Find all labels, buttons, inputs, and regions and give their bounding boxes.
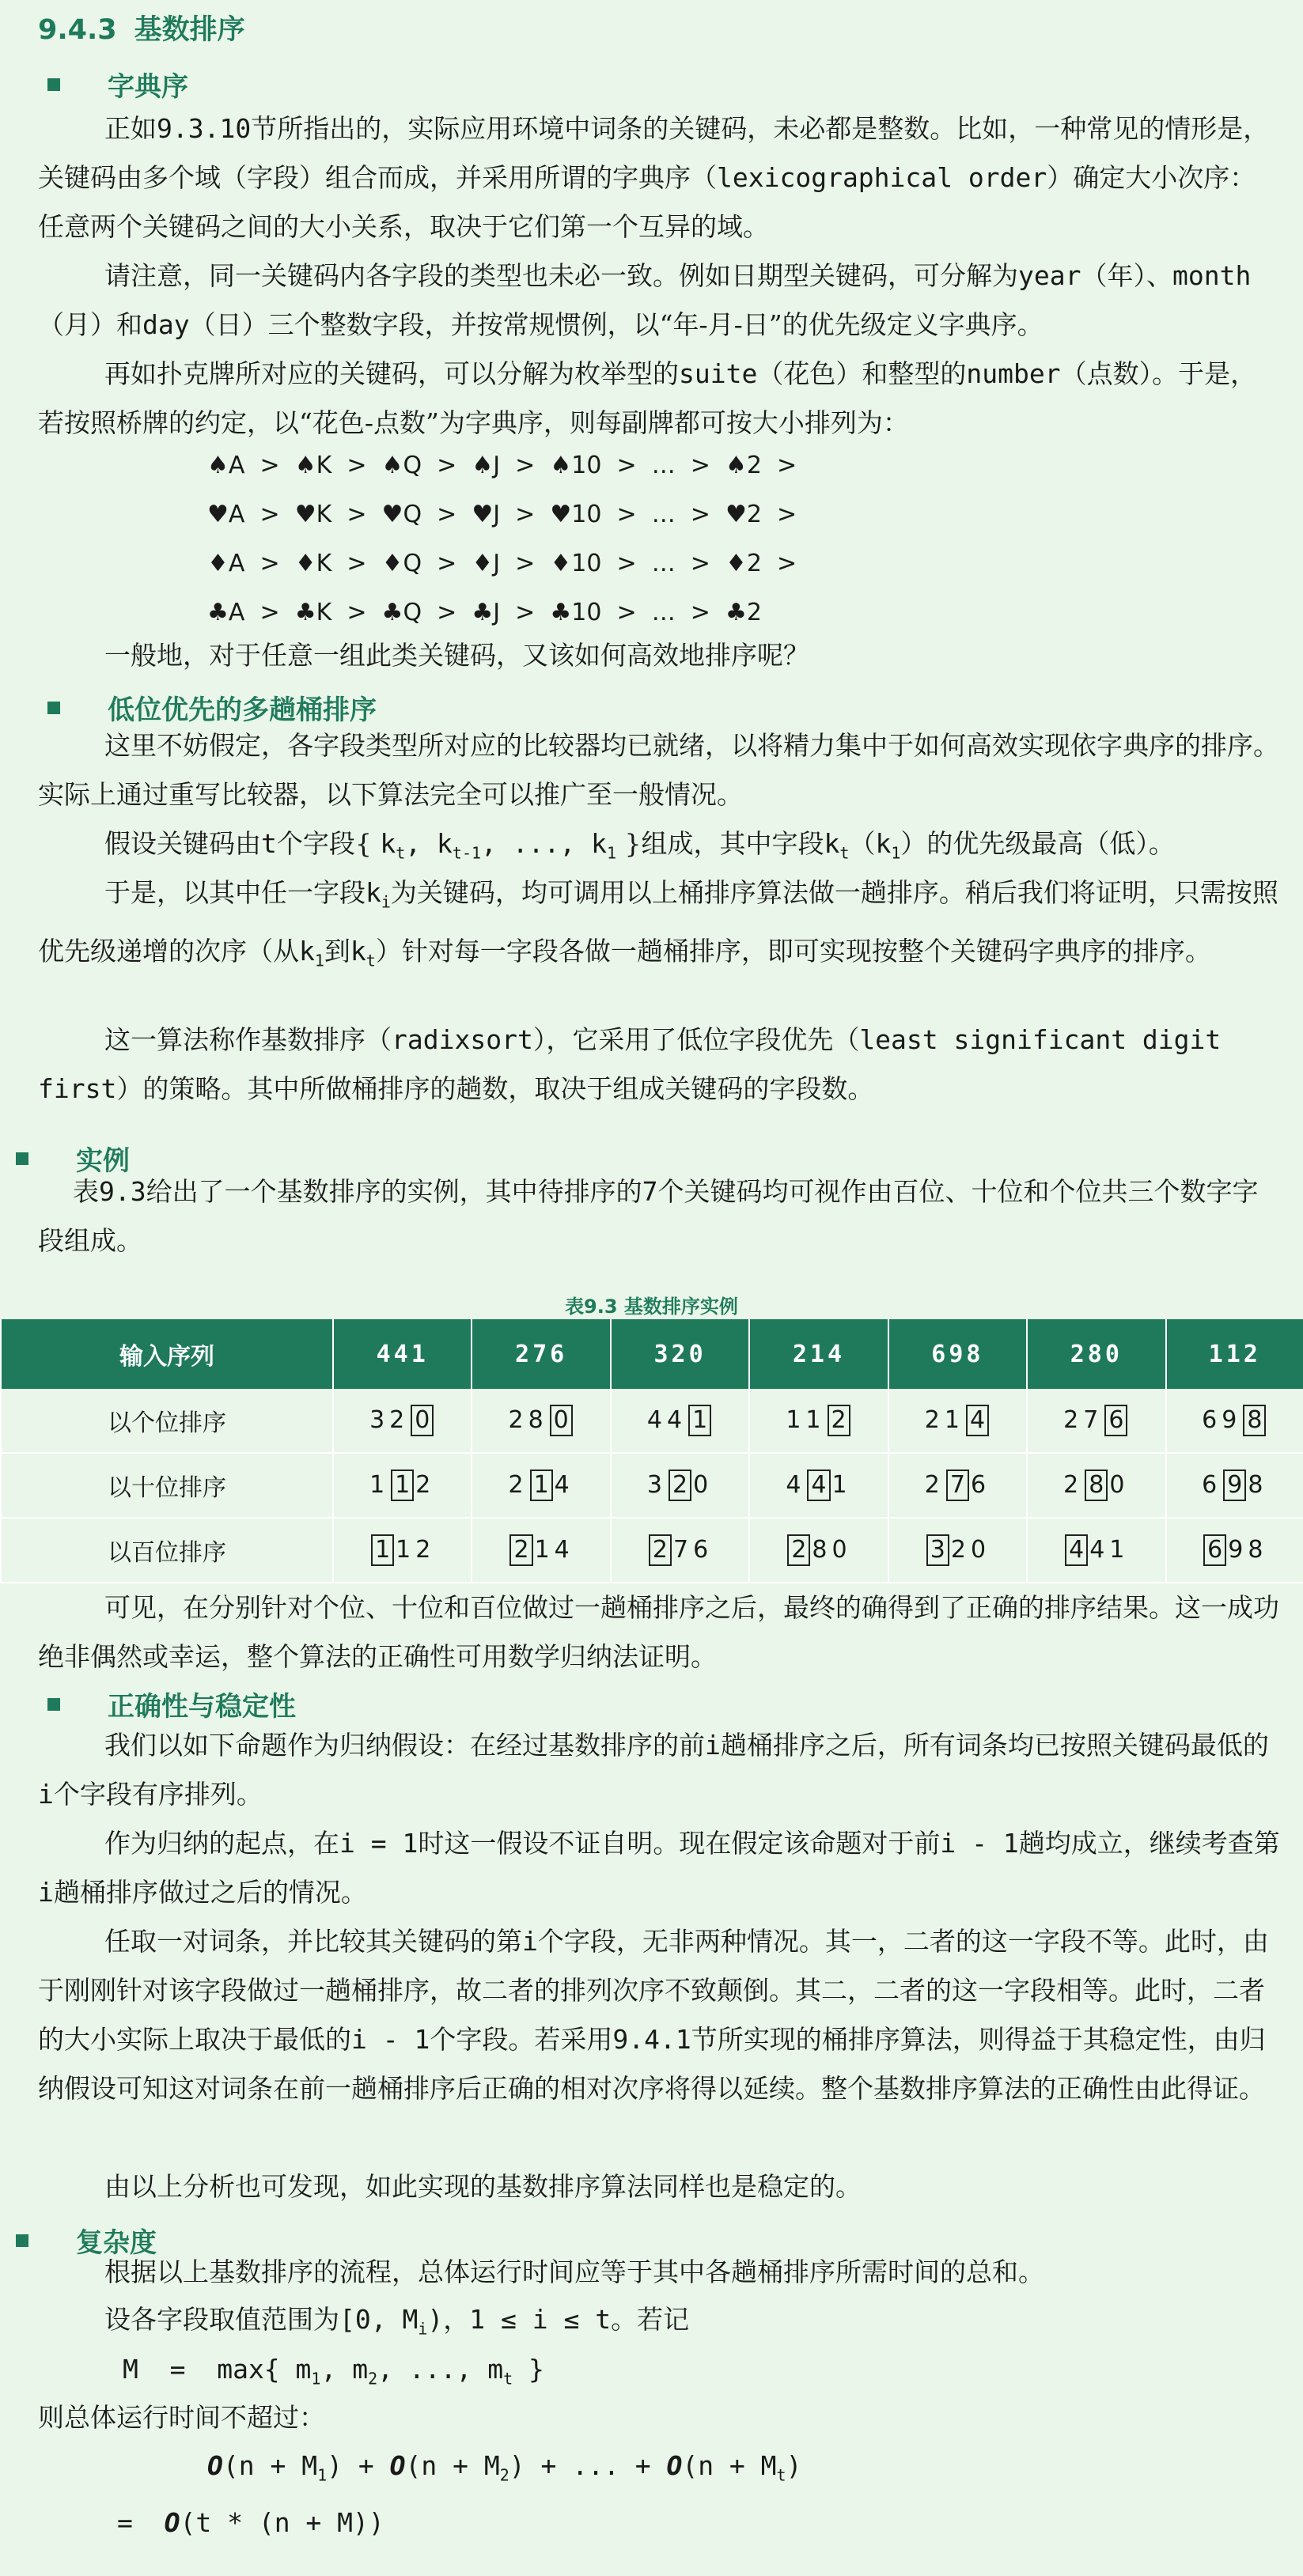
highlighted-digit: 2: [509, 1534, 532, 1566]
square-bullet-icon: [16, 2234, 28, 2247]
highlighted-digit: 4: [1065, 1534, 1088, 1566]
sorted-key: [611, 1389, 749, 1453]
row-label: 以百位排序: [1, 1518, 333, 1583]
digit: 2: [508, 1406, 528, 1434]
digit: 1: [534, 1536, 555, 1564]
sorted-key: [749, 1518, 888, 1583]
digit: 4: [667, 1406, 687, 1434]
paragraph-lexicographic-3: 再如扑克牌所对应的关键码，可以分解为枚举型的suite（花色）和整型的number（点数）。于是，若按照桥牌的约定，以“花色-点数”为字典序，则每副牌都可按大小排列为：: [38, 358, 1257, 438]
table-row: [1, 1518, 1303, 1583]
digit: 9: [1228, 1536, 1248, 1564]
sorted-key: [611, 1518, 749, 1583]
row-label: 以个位排序: [1, 1389, 333, 1453]
paragraph-complexity-1: 根据以上基数排序的流程，总体运行时间应等于其中各趟桶排序所需时间的总和。: [104, 2256, 1044, 2287]
digit: 2: [389, 1406, 410, 1434]
digit: 4: [554, 1536, 574, 1564]
digit: 4: [646, 1406, 667, 1434]
input-key: 214: [749, 1319, 888, 1389]
highlighted-digit: 3: [926, 1534, 949, 1566]
paragraph-lexicographic-1: 正如9.3.10节所指出的，实际应用环境中词条的关键码，未必都是整数。比如，一种常见的情形是，关键码由多个域（字段）组合而成，并采用所谓的字典序（lexicographical order）确定大小次序：任意两个关键码之间的大小关系，取决于它们第一个互异的域。: [38, 113, 1270, 242]
paragraph-lsd-2: 假设关键码由t个字段{ $k_t$, $k_{t-1}$, ..., $k_1$ }组成，其中字段$k_t(k_1)$的优先级最高（低）。: [104, 828, 1175, 863]
table-row: [1, 1389, 1303, 1453]
paragraph-correctness-1: 我们以如下命题作为归纳假设：在经过基数排序的前i趟桶排序之后，所有词条均已按照关键码最低的i个字段有序排列。: [38, 1730, 1269, 1810]
paragraph-example-2: 可见，在分别针对个位、十位和百位做过一趟桶排序之后，最终的确得到了正确的排序结果。这一成功绝非偶然或幸运，整个算法的正确性可用数学归纳法证明。: [38, 1592, 1279, 1672]
digit: 2: [924, 1471, 945, 1499]
paragraph-example-1: 表9.3给出了一个基数排序的实例，其中待排序的7个关键码均可视作由百位、十位和个位共三个数字字段组成。: [38, 1176, 1259, 1256]
paragraph-correctness-2: 作为归纳的起点，在i = 1时这一假设不证自明。现在假定该命题对于前i - 1趟均成立，继续考查第i趟桶排序做过之后的情况。: [38, 1828, 1280, 1908]
sorted-key: [472, 1389, 610, 1453]
paragraph-lsd-3: 于是，以其中任一字段$k_i$为关键码，均可调用以上桶排序算法做一趟排序。稍后我们将证明，只需按照优先级递增的次序（从$k_1$到$k_t$）针对每一字段各做一趟桶排序，即可实现按整个关键码字典序的排序。: [38, 877, 1278, 970]
sorted-key: [472, 1518, 610, 1583]
digit: 8: [812, 1536, 832, 1564]
radix-sort-table: [0, 1319, 1303, 1583]
digit: 8: [1248, 1471, 1268, 1499]
subsection-heading-lexicographic: 字典序: [47, 65, 188, 104]
digit: 1: [805, 1406, 826, 1434]
highlighted-digit: 9: [1223, 1470, 1246, 1501]
sorted-key: [611, 1453, 749, 1518]
sorted-key: [888, 1453, 1027, 1518]
digit: 9: [1222, 1406, 1242, 1434]
sorted-key: [333, 1453, 472, 1518]
paragraph-complexity-3: 则总体运行时间不超过：: [38, 2402, 325, 2433]
digit: 2: [1063, 1406, 1084, 1434]
digit: 0: [693, 1471, 714, 1499]
digit: 6: [1202, 1406, 1222, 1434]
paragraph-lsd-4: 这一算法称作基数排序（radixsort），它采用了低位字段优先（least significant digit first）的策略。其中所做桶排序的趟数，取决于组成关键码的字段数。: [38, 1024, 1222, 1104]
digit: 3: [646, 1471, 667, 1499]
highlighted-digit: 1: [371, 1534, 394, 1566]
digit: 4: [1089, 1536, 1110, 1564]
card-order-list: [207, 441, 797, 637]
sorted-key: [749, 1389, 888, 1453]
sorted-key: [1027, 1453, 1165, 1518]
highlighted-digit: 2: [828, 1405, 850, 1436]
square-bullet-icon: [47, 702, 60, 714]
subsection-heading-lsd: 低位优先的多趟桶排序: [47, 688, 377, 727]
digit: 7: [1083, 1406, 1104, 1434]
sorted-key: [749, 1453, 888, 1518]
row-label: 以十位排序: [1, 1453, 333, 1518]
highlighted-digit: 6: [1104, 1405, 1127, 1436]
paragraph-lsd-1: 这里不妨假定，各字段类型所对应的比较器均已就绪，以将精力集中于如何高效实现依字典序的排序。实际上通过重写比较器，以下算法完全可以推广至一般情况。: [38, 730, 1279, 810]
highlighted-digit: 1: [391, 1470, 414, 1501]
input-key: 276: [472, 1319, 610, 1389]
digit: 2: [415, 1536, 436, 1564]
digit: 6: [1202, 1471, 1222, 1499]
section-heading: [38, 8, 245, 47]
digit: 1: [786, 1406, 806, 1434]
sorted-key: [888, 1389, 1027, 1453]
digit: 1: [1109, 1536, 1130, 1564]
digit: 2: [1063, 1471, 1084, 1499]
table-row: [1, 1453, 1303, 1518]
square-bullet-icon: [47, 78, 60, 91]
equation-m-max: M = max{ $m_1$, $m_2$, ..., $m_t$ }: [123, 2354, 544, 2389]
digit: 4: [786, 1471, 806, 1499]
paragraph-correctness-3: 任取一对词条，并比较其关键码的第i个字段，无非两种情况。其一，二者的这一字段不等。此时，由于刚刚针对该字段做过一趟桶排序，故二者的排列次序不致颠倒。其二，二者的这一字段相等。此时，二者的大小实际上取决于最低的i - 1个字段。若采用9.4.1节所实现的桶排序算法，则得益于其稳定性，由归纳假设可知这对词条在前一趟桶排序后正确的相对次序将得以延续。整个基数排序算法的正确性由此得证。: [38, 1926, 1269, 2104]
digit: 1: [944, 1406, 964, 1434]
paragraph-lexicographic-2: 请注意，同一关键码内各字段的类型也未必一致。例如日期型关键码，可分解为year（年）、month（月）和day（日）三个整数字段，并按常规惯例，以“年-月-日”的优先级定义字典序。: [38, 260, 1252, 340]
highlighted-digit: 1: [688, 1405, 711, 1436]
digit: 0: [831, 1536, 852, 1564]
paragraph-lexicographic-4: 一般地，对于任意一组此类关键码，又该如何高效地排序呢？: [104, 640, 809, 671]
highlighted-digit: 2: [649, 1534, 672, 1566]
digit: 4: [554, 1471, 574, 1499]
sorted-key: [1166, 1518, 1303, 1583]
square-bullet-icon: [16, 1152, 28, 1165]
highlighted-digit: 1: [530, 1470, 553, 1501]
highlighted-digit: 2: [669, 1470, 691, 1501]
table-caption: 表9.3 基数排序实例: [565, 1296, 738, 1318]
sorted-key: [333, 1518, 472, 1583]
highlighted-digit: 6: [1203, 1534, 1226, 1566]
digit: 1: [369, 1471, 390, 1499]
input-key: 441: [333, 1319, 472, 1389]
equation-total-bound: = O(t * (n + M)): [117, 2507, 384, 2538]
highlighted-digit: 7: [946, 1470, 969, 1501]
digit: 2: [950, 1536, 971, 1564]
highlighted-digit: 4: [807, 1470, 830, 1501]
digit: 6: [693, 1536, 714, 1564]
card-row-clubs: ♣A > ♣K > ♣Q > ♣J > ♣10 > … > ♣2: [207, 599, 762, 626]
digit: 0: [970, 1536, 991, 1564]
input-key: 280: [1027, 1319, 1165, 1389]
sorted-key: [333, 1389, 472, 1453]
input-key: 112: [1166, 1319, 1303, 1389]
card-row-spades: ♠A > ♠K > ♠Q > ♠J > ♠10 > … > ♠2 >: [207, 452, 797, 479]
highlighted-digit: 2: [787, 1534, 810, 1566]
digit: 7: [673, 1536, 694, 1564]
subsection-heading-correctness: 正确性与稳定性: [47, 1685, 296, 1723]
input-key: 320: [611, 1319, 749, 1389]
card-row-hearts: ♥A > ♥K > ♥Q > ♥J > ♥10 > … > ♥2 >: [207, 501, 797, 528]
paragraph-complexity-2: 设各字段取值范围为[0, $M_i$)，1 ≤ i ≤ t。若记: [104, 2304, 690, 2339]
table-header-row: [1, 1319, 1303, 1389]
paragraph-correctness-4: 由以上分析也可发现，如此实现的基数排序算法同样也是稳定的。: [104, 2171, 862, 2202]
subsection-heading-example: 实例: [16, 1139, 130, 1178]
highlighted-digit: 8: [1085, 1470, 1108, 1501]
highlighted-digit: 0: [550, 1405, 573, 1436]
digit: 0: [1109, 1471, 1130, 1499]
sorted-key: [1166, 1389, 1303, 1453]
section-title: 基数排序: [134, 14, 245, 46]
digit: 8: [1248, 1536, 1268, 1564]
sorted-key: [1027, 1518, 1165, 1583]
equation-total-time: $O(n + M_1) + O(n + M_2)$ + ... + $O(n + M_t)$: [207, 2450, 802, 2485]
section-number: 9.4.3: [38, 14, 117, 46]
digit: 8: [528, 1406, 548, 1434]
highlighted-digit: 8: [1243, 1405, 1266, 1436]
subsection-heading-complexity: 复杂度: [16, 2221, 157, 2260]
digit: 1: [831, 1471, 852, 1499]
digit: 2: [924, 1406, 945, 1434]
input-key: 698: [888, 1319, 1027, 1389]
sorted-key: [472, 1453, 610, 1518]
digit: 1: [396, 1536, 416, 1564]
digit: 3: [369, 1406, 390, 1434]
header-label: 输入序列: [1, 1319, 333, 1389]
highlighted-digit: 4: [966, 1405, 989, 1436]
highlighted-digit: 0: [411, 1405, 434, 1436]
square-bullet-icon: [47, 1698, 60, 1711]
sorted-key: [1166, 1453, 1303, 1518]
sorted-key: [888, 1518, 1027, 1583]
card-row-diamonds: ♦A > ♦K > ♦Q > ♦J > ♦10 > … > ♦2 >: [207, 550, 797, 577]
digit: 6: [970, 1471, 991, 1499]
sorted-key: [1027, 1389, 1165, 1453]
digit: 2: [415, 1471, 436, 1499]
digit: 2: [508, 1471, 528, 1499]
